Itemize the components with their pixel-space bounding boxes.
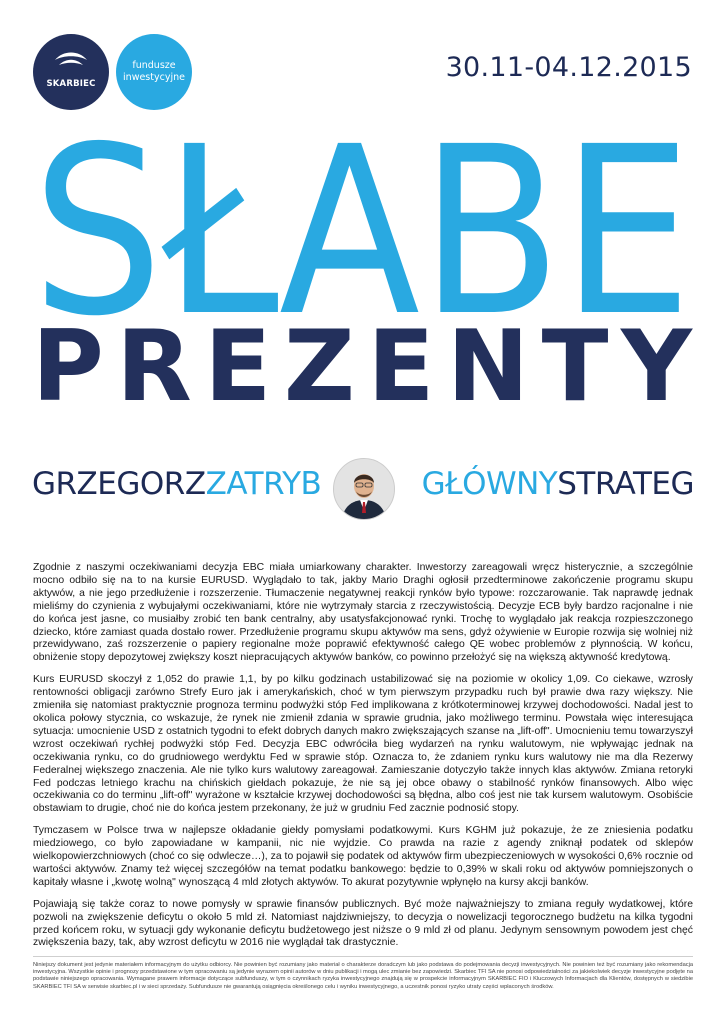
author-name (32, 466, 321, 502)
paragraph: Pojawiają się także coraz to nowe pomysły w sprawie finansów publicznych. Być może najważniejszy to zmiana reguły wydatkowej, które pozwoli na zwiększenie deficytu o około 5 mld zł. Natomiast najdziwniejszy, to decyzja o nowelizacji tegorocznego budżetu na kilka tygodni przed końcem roku, w sytuacji gdy wykonanie deficytu budżetowego jest niższe o 9 mld zł od planu. Jedynym sensownym powodem jest chęć zwiększenia bazy, tak, aby wzrost deficytu w 2016 nie wyglądał tak drastycznie. (33, 898, 693, 949)
article-body (33, 562, 693, 959)
funds-badge-line1: fundusze (132, 60, 176, 71)
author-row (32, 458, 694, 520)
logo-brand-text: SKARBIEC (46, 79, 96, 89)
paragraph: Zgodnie z naszymi oczekiwaniami decyzja EBC miała umiarkowany charakter. Inwestorzy zareagowali wręcz histerycznie, a szczególnie mocno odbiło się na to na kursie EURUSD. Wyglądało to tak, jakby Mario Draghi ogłosił przedterminowe zakończenie programu skupu aktywów, a nie jego przedłużenie i rozszerzenie. Tłumaczenie negatywnej reakcji rynków było typowe: rozczarowanie. Tak naprawdę jednak mieliśmy do czynienia z wybujałymi oczekiwaniami, które nie wytrzymały starcia z rzeczywistością. Decyzje ECB były bardzo racjonalne i nie do końca jest jasne, co musiałby zrobić ten bank centralny, aby usatysfakcjonować rynki. Trochę to wyglądało jak reakcja rozpieszczonego dziecko, które zamiast quada dostało rower. Przedłużenie programu skupu aktywów ma sens, gdyż ożywienie w Europie rozwija się wolniej niż przewidywano, zaś rozszerzenie o papiery regionalne może poprawić efektywność całego QE wobec problemów z płynnością. W końcu, obniżenie stopy depozytowej zwiększy koszt niepracujących aktywów banków, co powinno przełożyć się na większą aktywność kredytową. (33, 562, 693, 664)
author-role (422, 466, 694, 502)
title-line1 (30, 132, 695, 328)
paragraph: Kurs EURUSD skoczył z 1,052 do prawie 1,1, by po kilku godzinach ustabilizować się na poziomie w okolicy 1,09. Co ciekawe, wzrosły rentowności obligacji zarówno Strefy Euro jak i amerykańskich, choć w tym pierwszym przypadku ruch był prawie dwa razy większy. Nie zmieniła się natomiast praktycznie prognoza terminu podwyżki stóp Fed implikowana z krótkoterminowej krzywej dochodowości. Nadal jest to okolica połowy stycznia, co wskazuje, że rynek nie zmienił zdania w sprawie grudnia, jako możliwego terminu. Powstała więc interesująca sytuacja: umocnienie USD z ostatnich tygodni to efekt dobrych danych makro zwiększających szanse na „lift-off". Umocnieniu temu towarzyszył wzrost oczekiwań rychłej podwyżki stóp Fed. Decyzja EBC odwróciła bieg wydarzeń na rynku walutowym, nie wpływając jednak na oczekiwania rynku, co do grudniowego werdyktu Fed w sprawie stóp. Oznacza to, że zdaniem rynku kurs walutowy nie ma dla Rezerwy Federalnej większego znaczenia. Ale nie tylko kurs walutowy zareagował. Zamieszanie dotyczyło także innych klas aktywów. Zmiana retoryki Fed podczas letniego krachu na chińskich giełdach pokazuje, że nie są jej obce obawy o stabilność rynków finansowych. Albo więc oczekiwania co do terminu „lift-off" wyrażone w kształcie krzywej dochodowości są błędna, albo coś jest nie tak kursem walutowym. Osobiście obstawiam to drugie, choć nie do końca jestem przekonany, że już w grudniu Fed zacznie podnosić stopy. (33, 674, 693, 815)
author-first-name: GRZEGORZ (32, 466, 206, 502)
title-line2 (30, 318, 695, 410)
author-photo-icon (334, 459, 394, 519)
author-role-2: STRATEG (557, 466, 694, 502)
title-line2-text: PREZENTY (32, 318, 692, 410)
skarbiec-mark-icon (53, 52, 89, 72)
skarbiec-logo (33, 34, 109, 110)
author-role-1: GŁÓWNY (421, 466, 558, 502)
disclaimer: Niniejszy dokument jest jedynie materiałem informacyjnym do użytku odbiorcy. Nie powinien być rozumiany jako materiał o charakterze doradczym lub jako podstawa do podejmowania decyzji inwestycyjnych. Nie powinien też być rozumiany jako rekomendacja inwestycyjna. Wszystkie opinie i prognozy przedstawione w tym opracowaniu są jedynie wyrazem opinii autorów w dniu publikacji i mogą ulec zmianie bez zapowiedzi. Skarbiec TFI SA nie ponosi odpowiedzialności za jakiekolwiek decyzje inwestycyjne podjęte na podstawie niniejszego opracowania. Wymagane prawem informacje dotyczące subfunduszy, w tym o czynnikach ryzyka inwestycyjnego znajdują się w prospekcie informacyjnym SKARBIEC FIO i Kluczowych Informacjach dla Klientów, dostępnych w siedzibie SKARBIEC TFI SA w serwisie skarbiec.pl i w sieci sprzedaży. Subfundusze nie gwarantują osiągnięcia określonego celu i wyniku inwestycyjnego, a uczestnik ponosi ryzyko utraty części wpłaconych środków. (33, 962, 693, 990)
date-range: 30.11-04.12.2015 (445, 52, 692, 83)
author-last-name: ZATRYB (205, 466, 322, 502)
funds-badge (116, 34, 192, 110)
divider (33, 956, 693, 957)
author-avatar (333, 458, 395, 520)
paragraph: Tymczasem w Polsce trwa w najlepsze okładanie giełdy pomysłami podatkowymi. Kurs KGHM już pokazuje, że ze zniesienia podatku miedziowego, co było zapowiadane w kampanii, nic nie wyjdzie. Co prawda na razie z agendy zniknął podatek od sklepów wielkopowierzchniowych (choć co się odwlecze…), za to pojawił się podatek od aktywów firm ubezpieczeniowych w wysokości 0,6% rocznie od wartości aktywów. Znamy też więcej szczegółów na temat podatku bankowego: będzie to 0,39% w skali roku od aktywów pomniejszonych o kapitały własne i „kwotę wolną" wynoszącą 4 mld złotych aktywów. To akurat pozytywnie wpłynęło na kursy akcji banków. (33, 825, 693, 888)
title-line1-text: SŁABE (32, 132, 692, 328)
funds-badge-line2: inwestycyjne (123, 72, 185, 83)
